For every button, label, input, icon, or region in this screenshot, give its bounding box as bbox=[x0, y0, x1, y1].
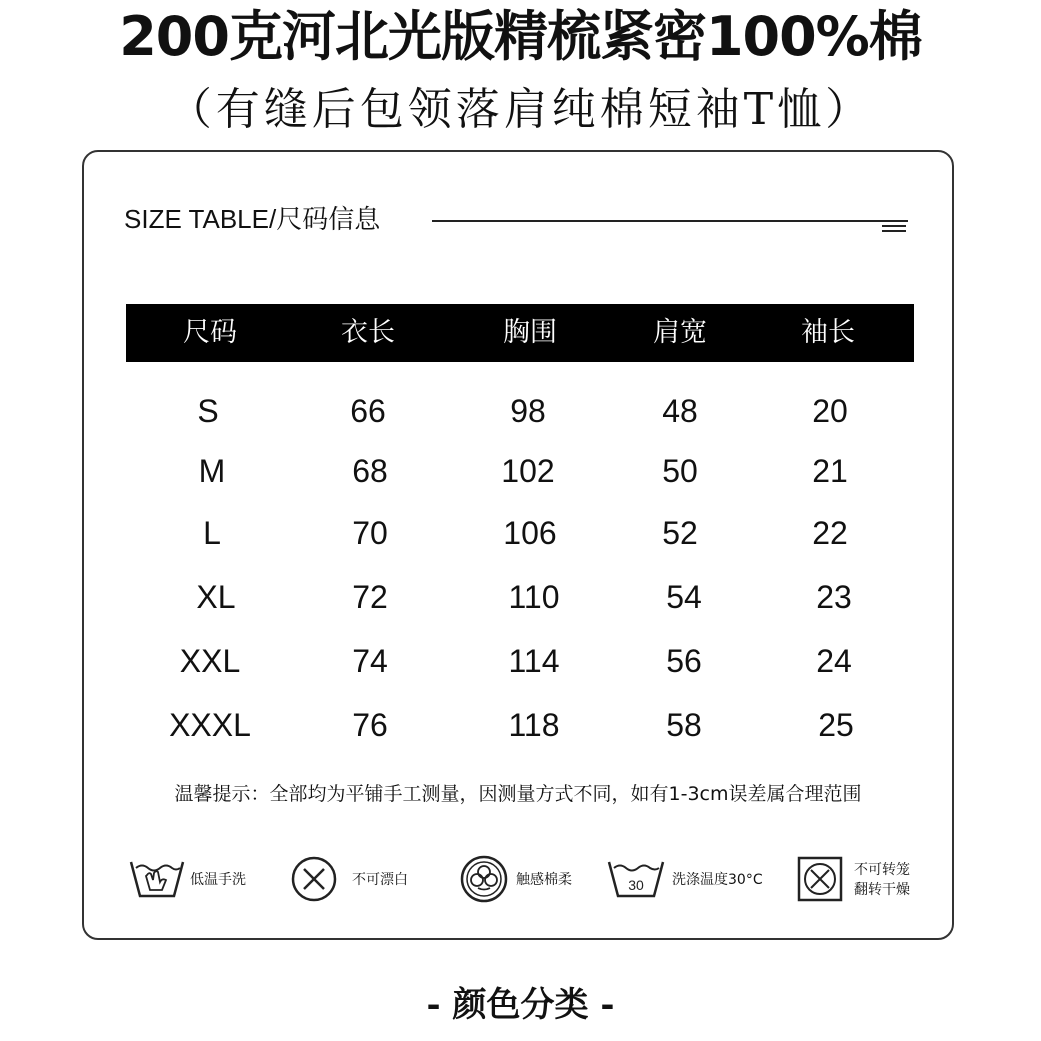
heading-divider bbox=[432, 220, 908, 222]
shoulder-cell: 58 bbox=[666, 707, 702, 743]
care-no-bleach bbox=[290, 852, 420, 908]
chest-cell: 98 bbox=[510, 393, 546, 429]
table-row bbox=[84, 448, 956, 494]
shoulder-cell: 56 bbox=[666, 643, 702, 679]
hand-wash-icon bbox=[128, 852, 186, 902]
care-hand-wash bbox=[128, 852, 258, 908]
chest-cell: 118 bbox=[508, 707, 560, 743]
column-header-length: 衣长 bbox=[341, 317, 395, 348]
sleeve-cell: 22 bbox=[812, 515, 848, 551]
shoulder-cell: 50 bbox=[662, 453, 698, 489]
care-label-line1: 不可转笼 bbox=[854, 862, 910, 878]
product-title: 200克河北光版精梳紧密100%棉 bbox=[119, 5, 922, 68]
size-cell: XXL bbox=[179, 643, 241, 679]
no-tumble-dry-icon bbox=[796, 855, 846, 905]
wash-30-icon bbox=[606, 852, 666, 902]
care-label-line2: 翻转干燥 bbox=[854, 882, 910, 898]
shoulder-cell: 48 bbox=[662, 393, 698, 429]
sleeve-cell: 20 bbox=[812, 393, 848, 429]
cotton-icon bbox=[460, 855, 510, 905]
chest-cell: 106 bbox=[503, 515, 557, 551]
table-row bbox=[84, 638, 956, 684]
length-cell: 68 bbox=[352, 453, 388, 489]
sleeve-cell: 23 bbox=[816, 579, 852, 615]
table-header-row bbox=[126, 304, 914, 362]
care-label-no-bleach: 不可漂白 bbox=[352, 872, 408, 888]
length-cell: 76 bbox=[352, 707, 388, 743]
care-label-hand-wash: 低温手洗 bbox=[190, 872, 246, 888]
table-row bbox=[84, 510, 956, 556]
size-table-heading: SIZE TABLE/尺码信息 bbox=[124, 204, 381, 234]
no-bleach-icon bbox=[290, 855, 340, 905]
care-wash-30 bbox=[606, 852, 786, 908]
shoulder-cell: 54 bbox=[666, 579, 702, 615]
size-cell: M bbox=[198, 453, 226, 489]
product-subtitle: （有缝后包领落肩纯棉短袖T恤） bbox=[167, 84, 874, 135]
table-row bbox=[84, 702, 956, 748]
chest-cell: 110 bbox=[508, 579, 560, 615]
wash-temp-label: 30 bbox=[628, 877, 644, 893]
length-cell: 70 bbox=[352, 515, 388, 551]
table-row bbox=[84, 574, 956, 620]
sleeve-cell: 25 bbox=[818, 707, 854, 743]
care-label-cotton: 触感棉柔 bbox=[516, 872, 572, 888]
size-table-card bbox=[82, 150, 954, 940]
column-header-sleeve: 袖长 bbox=[801, 317, 855, 348]
sleeve-cell: 24 bbox=[816, 643, 852, 679]
care-label-wash-30: 洗涤温度30°C bbox=[672, 872, 763, 888]
size-cell: S bbox=[197, 393, 219, 429]
length-cell: 74 bbox=[352, 643, 388, 679]
size-cell: XXXL bbox=[169, 707, 251, 743]
chest-cell: 114 bbox=[508, 643, 560, 679]
size-cell: XL bbox=[196, 579, 236, 615]
shoulder-cell: 52 bbox=[662, 515, 698, 551]
color-category-heading: - 颜色分类 - bbox=[426, 985, 615, 1025]
length-cell: 72 bbox=[352, 579, 388, 615]
care-no-tumble-dry bbox=[796, 852, 936, 908]
sleeve-cell: 21 bbox=[812, 453, 848, 489]
menu-lines-icon bbox=[882, 225, 906, 234]
measurement-note: 温馨提示：全部均为平铺手工测量，因测量方式不同，如有1-3cm误差属合理范围 bbox=[174, 783, 862, 805]
length-cell: 66 bbox=[350, 393, 386, 429]
size-cell: L bbox=[203, 515, 221, 551]
column-header-size: 尺码 bbox=[183, 317, 237, 348]
care-label-no-tumble-dry bbox=[854, 860, 910, 900]
care-cotton bbox=[460, 852, 590, 908]
table-row bbox=[84, 388, 956, 434]
column-header-chest: 胸围 bbox=[503, 317, 557, 348]
chest-cell: 102 bbox=[501, 453, 555, 489]
column-header-shoulder: 肩宽 bbox=[653, 317, 707, 348]
